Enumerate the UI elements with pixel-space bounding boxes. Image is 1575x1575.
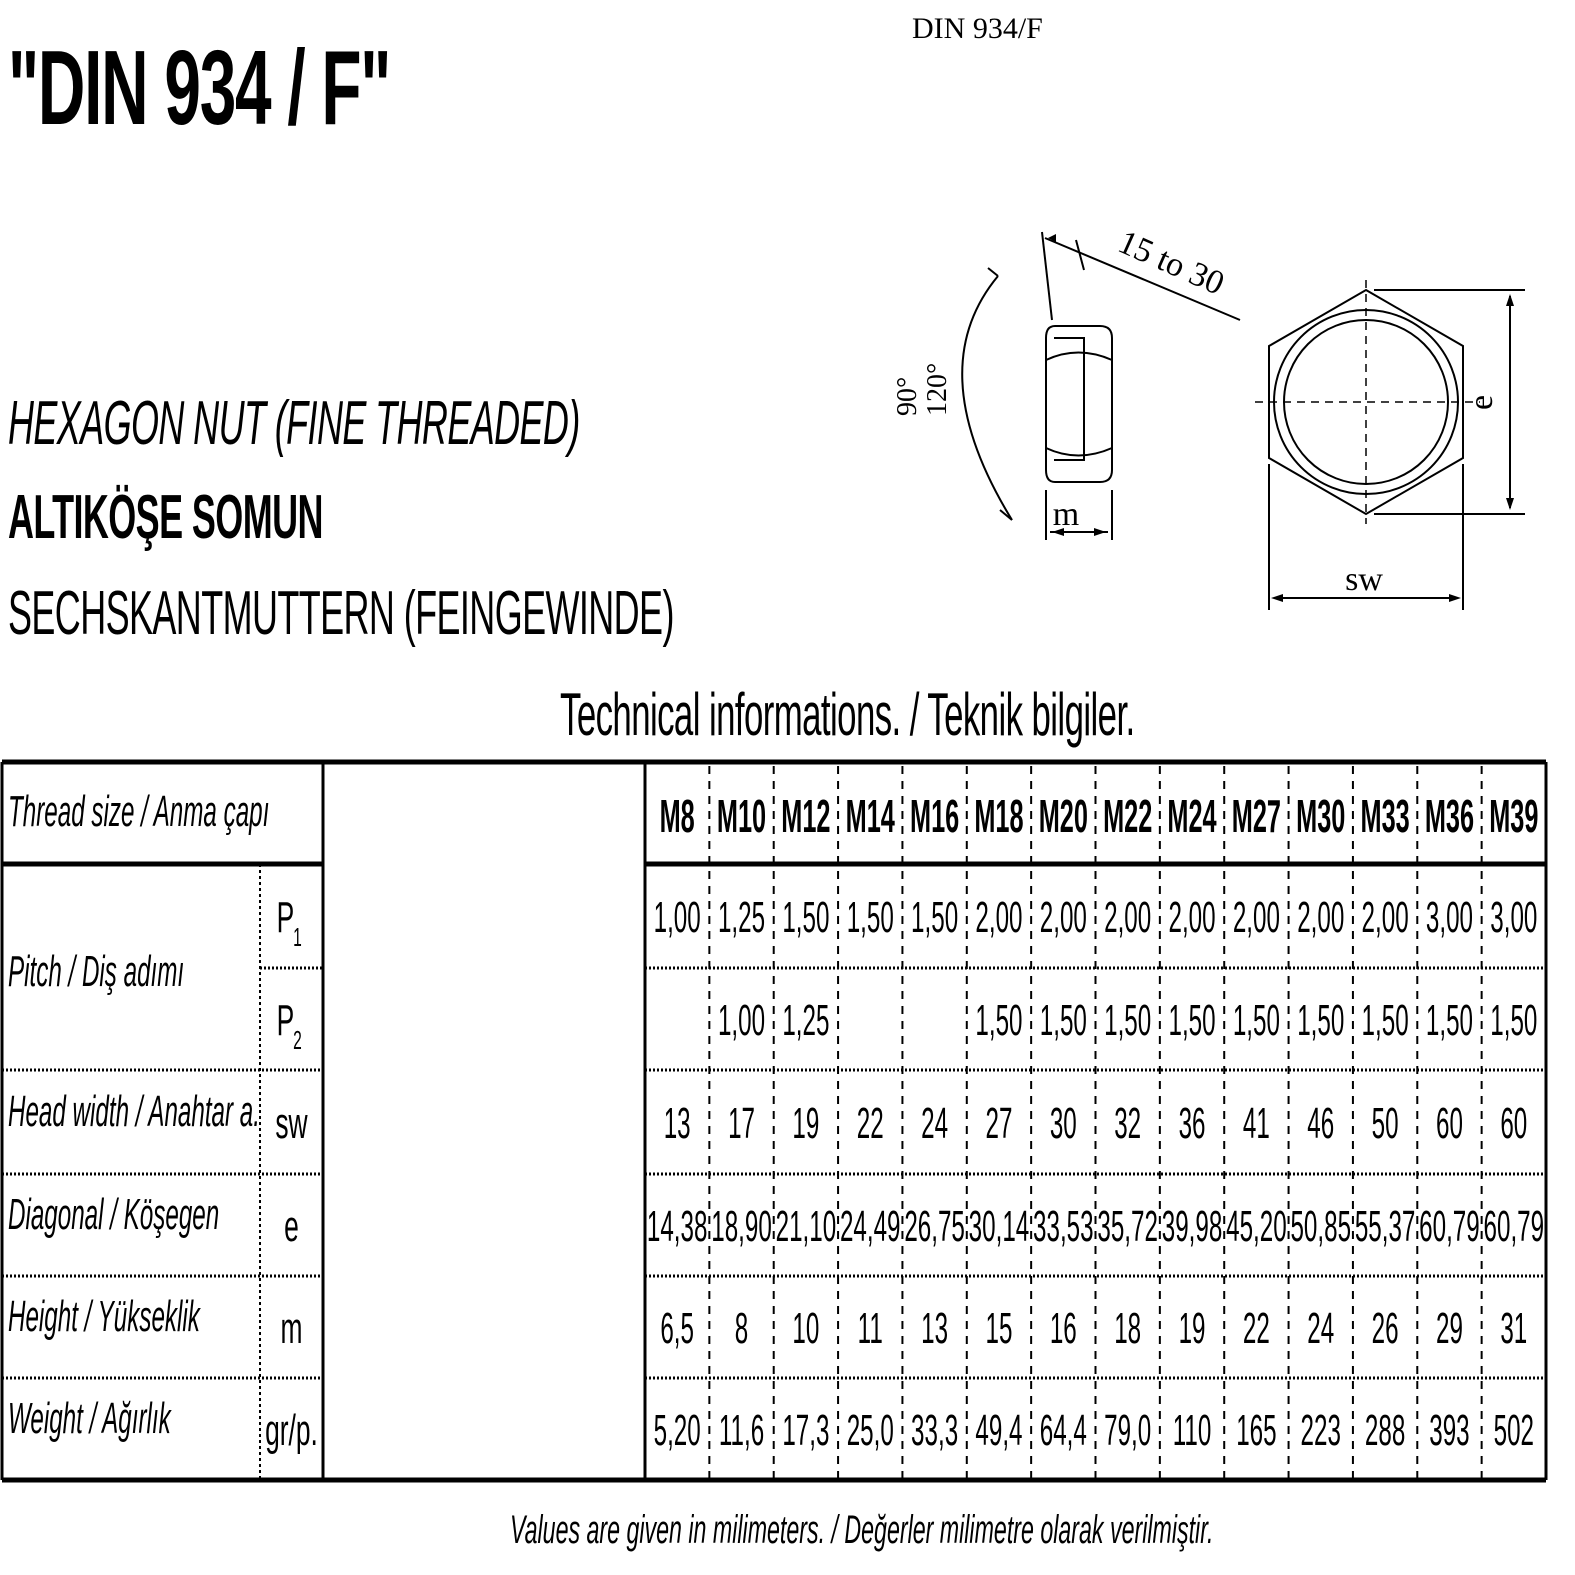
table-cell-value: 41: [1242, 1098, 1270, 1148]
table-cell-value: 17: [728, 1098, 755, 1148]
table-cell-value: 22: [1242, 1303, 1270, 1353]
table-cell-value: 1,50: [975, 995, 1023, 1045]
table-cell-value: 2,00: [975, 892, 1023, 942]
table-cell-value: 79,0: [1104, 1405, 1152, 1455]
table-cell-value: 11,6: [718, 1405, 765, 1455]
table-cell-value: 32: [1114, 1098, 1142, 1148]
row-symbol: m: [280, 1302, 303, 1353]
subtitle-english: HEXAGON NUT (FINE THREADED): [8, 389, 580, 458]
table-cell-value: 33,53: [1033, 1201, 1094, 1251]
row-label: Weight / Ağırlık: [8, 1393, 171, 1443]
table-cell-value: 502: [1493, 1405, 1535, 1455]
table-cell-value: 2,00: [1297, 892, 1345, 942]
size-header: M39: [1489, 789, 1539, 842]
table-cell-value: 22: [856, 1098, 884, 1148]
table-cell-value: 13: [921, 1303, 949, 1353]
table-cell-value: 26,75: [904, 1201, 965, 1251]
angle-range-label: 15 to 30: [1112, 223, 1230, 303]
row-symbol: sw: [275, 1097, 308, 1148]
table-cell-value: 1,50: [1361, 995, 1409, 1045]
row-symbol: P: [276, 994, 295, 1045]
diagonal-e-label: e: [1463, 394, 1500, 410]
table-cell-value: 60,79: [1483, 1201, 1545, 1251]
table-cell-value: 2,00: [1104, 892, 1152, 942]
row-label: Diagonal / Köşegen: [8, 1189, 220, 1239]
table-cell-value: 2,00: [1168, 892, 1216, 942]
table-cell-value: 19: [1178, 1303, 1206, 1353]
row-symbol: gr/p.: [265, 1404, 318, 1455]
table-cell-value: 1,50: [1168, 995, 1216, 1045]
table-cell-value: 24: [1307, 1303, 1335, 1353]
size-header: M12: [781, 789, 831, 842]
table-cell-value: 35,72: [1097, 1201, 1158, 1251]
table-cell-value: 1,25: [717, 892, 766, 942]
table-cell-value: 1,50: [1104, 995, 1152, 1045]
table-cell-value: 1,50: [1039, 995, 1087, 1045]
table-cell-value: 1,25: [782, 995, 830, 1045]
size-header: M18: [974, 789, 1024, 842]
table-cell-value: 21,10: [775, 1201, 837, 1251]
row-symbol: P: [276, 891, 295, 942]
row-label: Pitch / Diş adımı: [8, 946, 185, 996]
size-header: M27: [1231, 789, 1281, 842]
size-header: M14: [845, 789, 895, 842]
table-cell-value: 29: [1436, 1303, 1463, 1353]
table-cell-value: 10: [792, 1303, 820, 1353]
height-m-label: m: [1052, 496, 1080, 533]
table-cell-value: 18: [1114, 1303, 1142, 1353]
table-cell-value: 1,50: [782, 892, 830, 942]
table-cell-value: 19: [792, 1098, 820, 1148]
table-cell-value: 223: [1300, 1405, 1341, 1455]
table-cell-value: 13: [663, 1098, 691, 1148]
row-symbol-subscript: 1: [293, 922, 302, 953]
table-cell-value: 50,85: [1290, 1201, 1352, 1251]
table-cell-value: 31: [1500, 1303, 1528, 1353]
table-cell-value: 30,14: [968, 1201, 1030, 1251]
table-cell-value: 55,37: [1354, 1201, 1416, 1251]
table-cell-value: 8: [734, 1303, 749, 1353]
table-heading: Technical informations. / Teknik bilgiler.: [560, 681, 1135, 748]
table-cell-value: 11: [857, 1303, 883, 1353]
size-header: M36: [1424, 789, 1475, 842]
size-header: M22: [1103, 789, 1153, 842]
table-cell-value: 1,50: [1297, 995, 1345, 1045]
table-cell-value: 16: [1049, 1303, 1077, 1353]
table-cell-value: 60,79: [1419, 1201, 1480, 1251]
size-header: M16: [910, 789, 960, 842]
table-cell-value: 24,49: [839, 1201, 901, 1251]
size-header: M8: [659, 789, 695, 842]
table-cell-value: 45,20: [1226, 1201, 1287, 1251]
table-cell-value: 3,00: [1425, 892, 1474, 942]
row-symbol-subscript: 2: [293, 1025, 302, 1056]
angle-90-label: 90°: [892, 376, 923, 416]
table-cell-value: 1,00: [653, 892, 701, 942]
size-header: M20: [1038, 789, 1088, 842]
table-cell-value: 2,00: [1232, 892, 1280, 942]
subtitle-turkish: ALTIKÖŞE SOMUN: [8, 483, 323, 552]
corner-label: DIN 934/F: [912, 12, 1043, 45]
table-cell-value: 46: [1307, 1098, 1335, 1148]
table-cell-value: 6,5: [660, 1303, 694, 1353]
table-cell-value: 36: [1178, 1098, 1206, 1148]
table-cell-value: 393: [1429, 1405, 1470, 1455]
table-cell-value: 25,0: [846, 1405, 894, 1455]
table-cell-value: 3,00: [1490, 892, 1538, 942]
table-cell-value: 15: [985, 1303, 1013, 1353]
table-cell-value: 1,50: [846, 892, 894, 942]
table-cell-value: 2,00: [1361, 892, 1409, 942]
table-cell-value: 27: [985, 1098, 1013, 1148]
width-sw-label: sw: [1345, 561, 1383, 598]
row-label: Head width / Anahtar a.: [8, 1086, 260, 1136]
table-cell-value: 64,4: [1039, 1405, 1087, 1455]
table-cell-value: 60: [1436, 1098, 1463, 1148]
table-cell-value: 2,00: [1039, 892, 1087, 942]
row-label: Height / Yükseklik: [8, 1291, 200, 1341]
row-symbol: e: [284, 1200, 299, 1251]
table-cell-value: 1,50: [1490, 995, 1538, 1045]
table-cell-value: 18,90: [711, 1201, 772, 1251]
thread-size-label: Thread size / Anma çapı: [8, 786, 270, 836]
table-cell-value: 17,3: [782, 1405, 830, 1455]
angle-120-label: 120°: [922, 362, 953, 416]
table-cell-value: 30: [1049, 1098, 1077, 1148]
table-cell-value: 60: [1500, 1098, 1528, 1148]
table-cell-value: 26: [1371, 1303, 1399, 1353]
table-cell-value: 5,20: [653, 1405, 701, 1455]
table-cell-value: 39,98: [1161, 1201, 1223, 1251]
table-cell-value: 24: [921, 1098, 949, 1148]
table-cell-value: 49,4: [975, 1405, 1023, 1455]
table-cell-value: 1,50: [1232, 995, 1280, 1045]
subtitle-german: SECHSKANTMUTTERN (FEINGEWINDE): [8, 579, 674, 648]
size-header: M10: [716, 789, 767, 842]
table-cell-value: 165: [1236, 1405, 1277, 1455]
table-cell-value: 288: [1364, 1405, 1406, 1455]
table-cell-value: 33,3: [911, 1405, 959, 1455]
table-cell-value: 14,38: [646, 1201, 708, 1251]
table-cell-value: 110: [1172, 1405, 1212, 1455]
table-cell-value: 1,50: [911, 892, 959, 942]
table-cell-value: 1,00: [717, 995, 766, 1045]
size-header: M33: [1360, 789, 1410, 842]
table-cell-value: 1,50: [1425, 995, 1474, 1045]
size-header: M24: [1167, 789, 1217, 842]
page-title: "DIN 934 / F": [8, 29, 391, 147]
size-header: M30: [1296, 789, 1346, 842]
footer-note: Values are given in milimeters. / Değerler milimetre olarak verilmiştir.: [510, 1508, 1214, 1552]
table-cell-value: 50: [1371, 1098, 1399, 1148]
